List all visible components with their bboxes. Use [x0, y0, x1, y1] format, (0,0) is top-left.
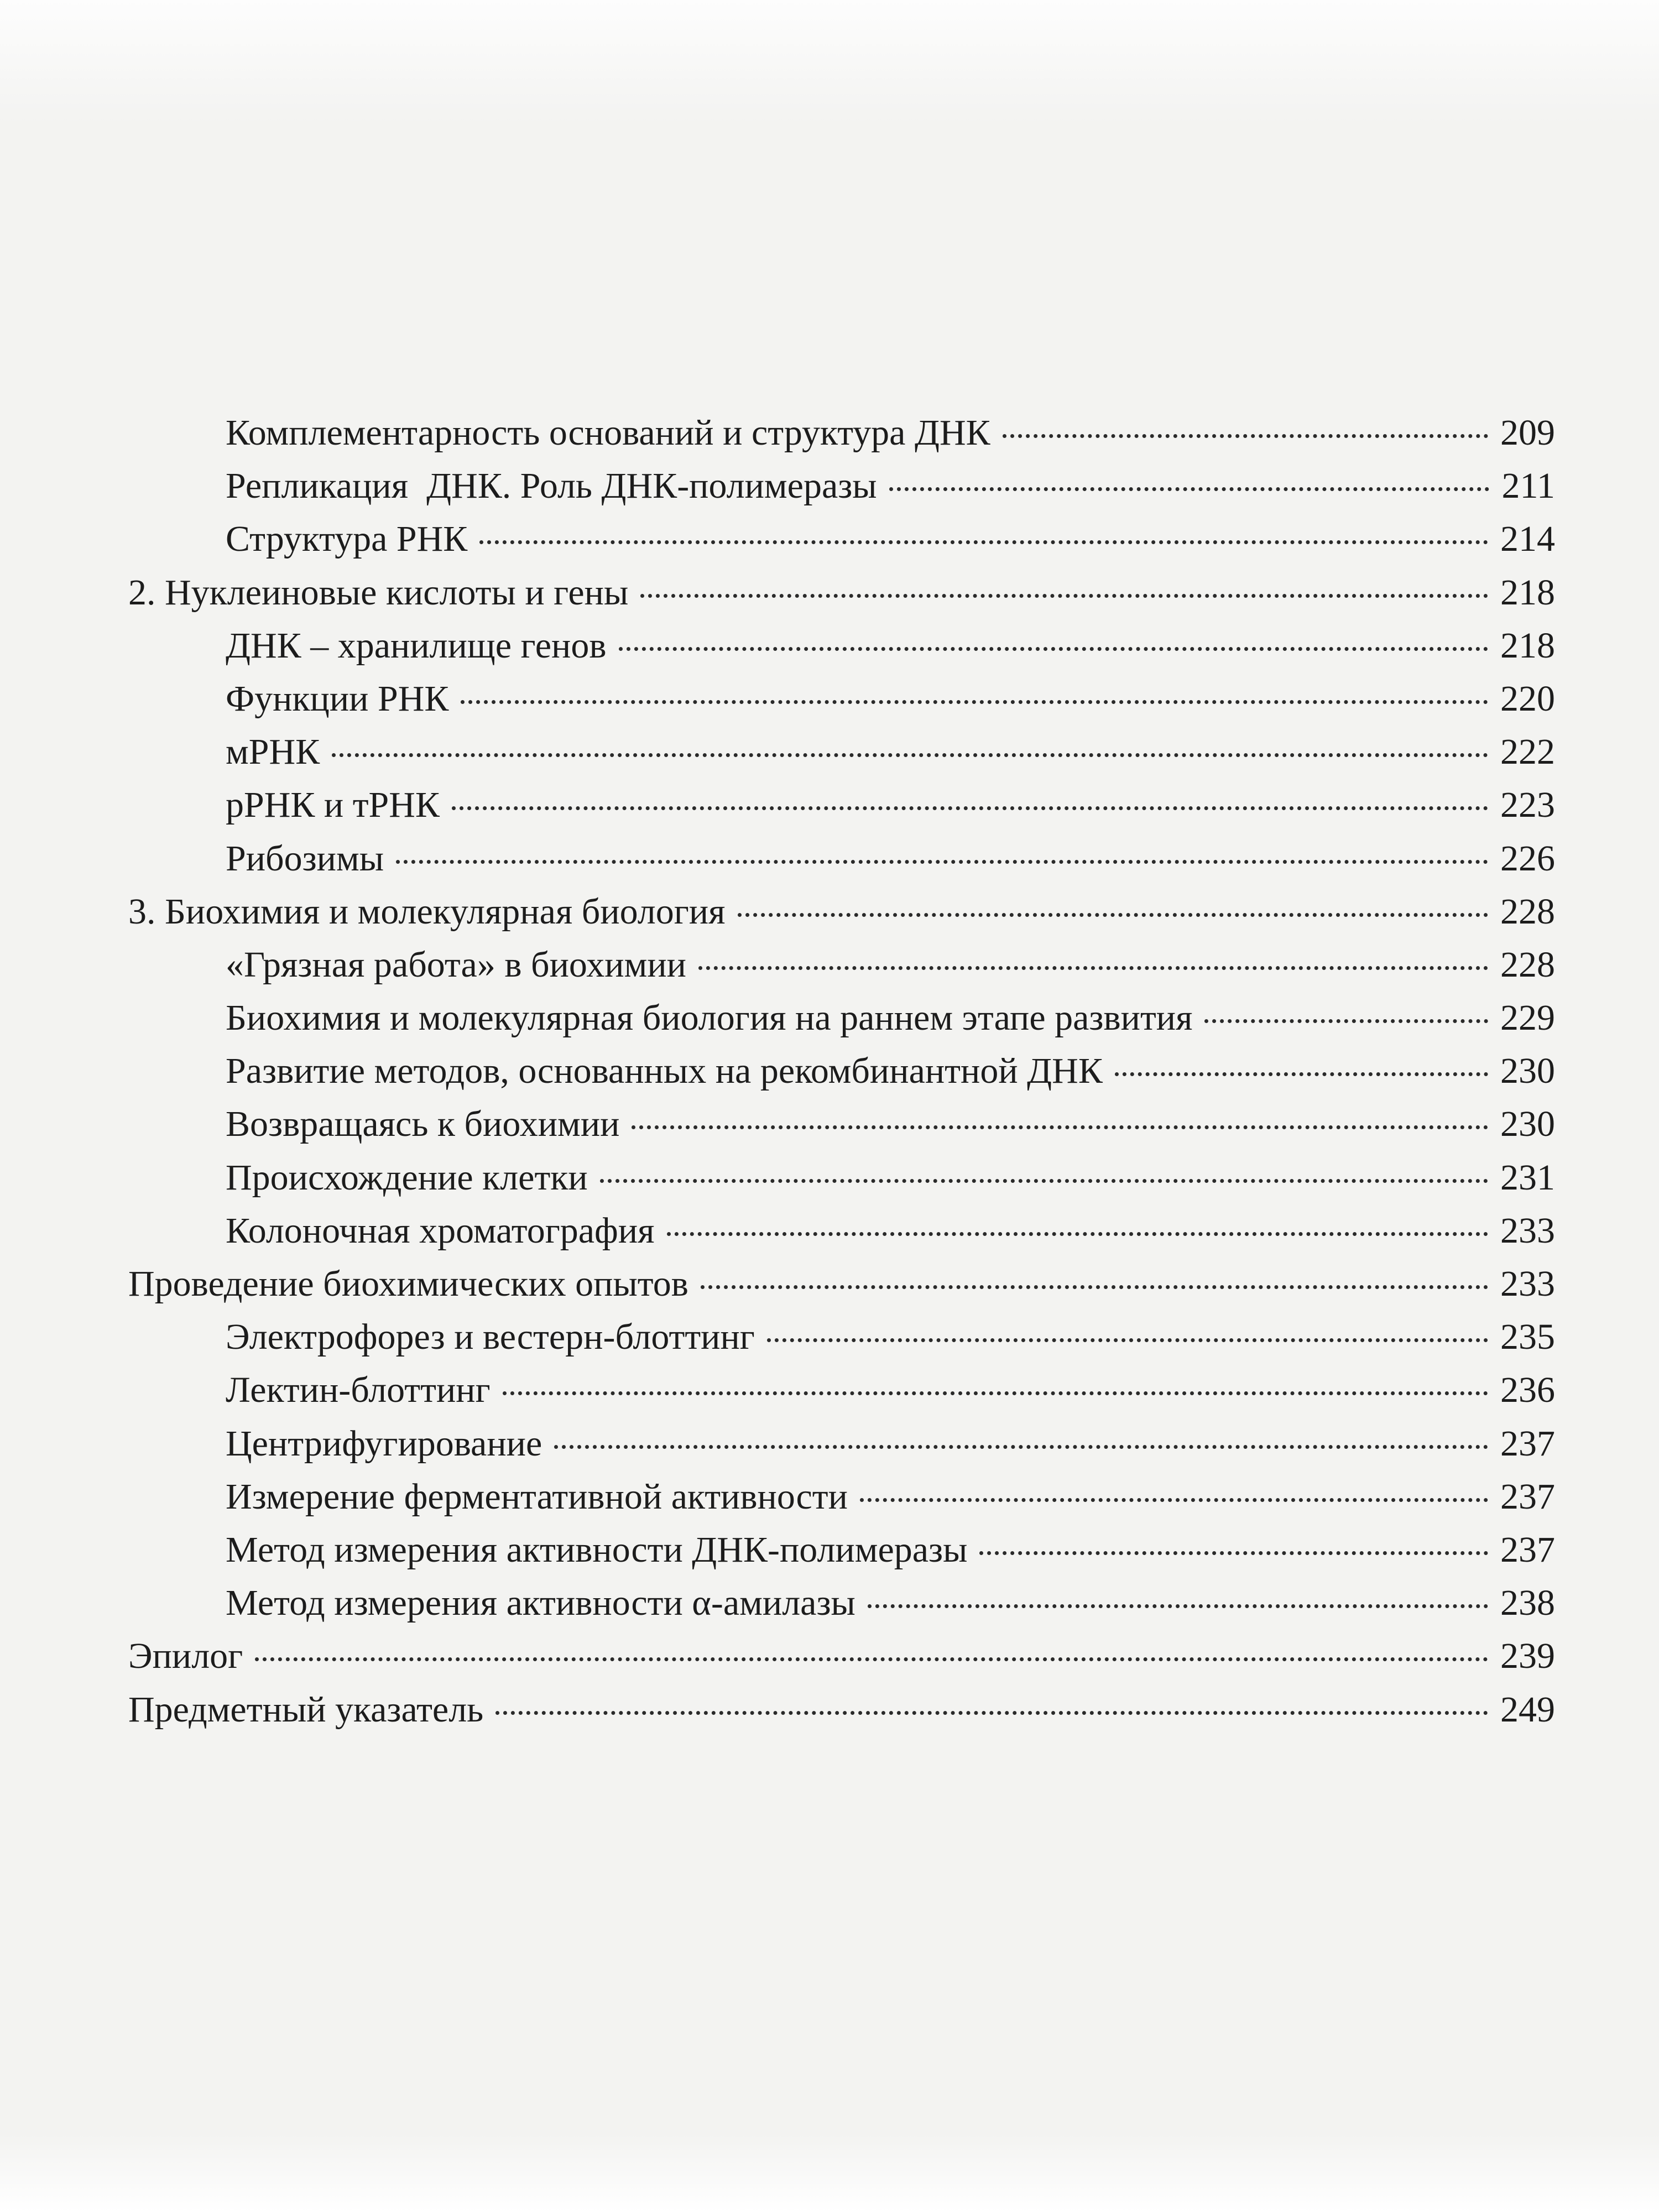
toc-page-number: 230	[1500, 1051, 1555, 1092]
toc-entry	[128, 779, 1555, 832]
toc-page-number: 218	[1500, 625, 1555, 666]
toc-title: Электрофорез и вестерн-блоттинг	[226, 1317, 755, 1358]
dot-leader	[495, 1711, 1488, 1715]
dot-leader	[396, 860, 1488, 864]
dot-leader	[479, 540, 1488, 544]
toc-title: Проведение биохимических опытов	[128, 1264, 688, 1304]
toc-page-number: 236	[1500, 1370, 1555, 1411]
toc-entry	[128, 1311, 1555, 1364]
toc-entry	[128, 619, 1555, 672]
dot-leader	[667, 1232, 1489, 1236]
toc-title: 2. Нуклеиновые кислоты и гены	[128, 572, 629, 613]
toc-entry	[128, 566, 1555, 619]
toc-title: мРНК	[226, 732, 320, 773]
toc-entry	[128, 672, 1555, 726]
toc-entry	[128, 1045, 1555, 1098]
dot-leader	[255, 1657, 1488, 1661]
dot-leader	[600, 1179, 1488, 1183]
toc-entry	[128, 1683, 1555, 1736]
toc-title: рРНК и тРНК	[226, 785, 440, 826]
toc-title: Функции РНК	[226, 678, 449, 719]
dot-leader	[1204, 1019, 1488, 1023]
toc-title: Комплементарность оснований и структура ДНК	[226, 413, 990, 453]
dot-leader	[1115, 1072, 1488, 1076]
dot-leader	[860, 1498, 1488, 1502]
toc-entry	[128, 1630, 1555, 1683]
dot-leader	[640, 594, 1488, 598]
toc-title: Происхождение клетки	[226, 1157, 588, 1198]
toc-title: Центрифугирование	[226, 1423, 542, 1464]
toc-page-number: 223	[1500, 785, 1555, 826]
toc-title: Биохимия и молекулярная биология на раннем этапе развития	[226, 998, 1193, 1039]
toc-entry	[128, 1258, 1555, 1311]
page-bottom-edge	[0, 2135, 1659, 2212]
toc-page-number: 209	[1500, 413, 1555, 453]
toc-page-number: 235	[1500, 1317, 1555, 1358]
toc-entry	[128, 885, 1555, 938]
toc-title: Рибозимы	[226, 838, 384, 879]
toc-page-number: 230	[1500, 1104, 1555, 1145]
toc-entry	[128, 1524, 1555, 1577]
toc-page-number: 238	[1500, 1583, 1555, 1624]
toc-entry	[128, 832, 1555, 885]
toc-entry	[128, 1098, 1555, 1151]
toc-page-number: 237	[1500, 1529, 1555, 1570]
toc-title: Предметный указатель	[128, 1689, 484, 1730]
toc-title: Измерение ферментативной активности	[226, 1476, 848, 1517]
toc-title: Возвращаясь к биохимии	[226, 1104, 620, 1145]
toc-title: ДНК – хранилище генов	[226, 625, 607, 666]
toc-entry	[128, 1364, 1555, 1417]
toc-title: Метод измерения активности α-амилазы	[226, 1583, 855, 1624]
dot-leader	[738, 913, 1489, 917]
toc-title: Метод измерения активности ДНК-полимеразы	[226, 1529, 968, 1570]
toc-title: Эпилог	[128, 1636, 243, 1677]
dot-leader	[332, 753, 1488, 757]
toc-page-number: 231	[1500, 1157, 1555, 1198]
dot-leader	[767, 1338, 1488, 1342]
toc-entry	[128, 406, 1555, 460]
toc-page-number: 249	[1500, 1689, 1555, 1730]
toc-page-number: 233	[1500, 1264, 1555, 1304]
dot-leader	[889, 487, 1490, 491]
toc-entry	[128, 1204, 1555, 1258]
toc-page-number: 237	[1500, 1476, 1555, 1517]
toc-title: Репликация ДНК. Роль ДНК-полимеразы	[226, 466, 877, 507]
toc-page-number: 233	[1500, 1210, 1555, 1251]
dot-leader	[554, 1445, 1488, 1449]
toc-entry	[128, 1470, 1555, 1524]
dot-leader	[619, 647, 1489, 651]
toc-page-number: 237	[1500, 1423, 1555, 1464]
toc-page-number: 220	[1500, 678, 1555, 719]
toc-entry	[128, 1577, 1555, 1630]
toc-page-number: 228	[1500, 944, 1555, 985]
toc-entry	[128, 513, 1555, 566]
toc-title: «Грязная работа» в биохимии	[226, 944, 686, 985]
toc-title: Лектин-блоттинг	[226, 1370, 491, 1411]
toc-page-number: 226	[1500, 838, 1555, 879]
dot-leader	[503, 1391, 1488, 1395]
dot-leader	[1003, 434, 1488, 438]
dot-leader	[979, 1551, 1488, 1555]
toc-page-number: 211	[1501, 466, 1555, 507]
toc-entry	[128, 460, 1555, 513]
dot-leader	[461, 700, 1488, 704]
toc-page-number: 229	[1500, 998, 1555, 1039]
toc-entry	[128, 1151, 1555, 1204]
toc-page-number: 218	[1500, 572, 1555, 613]
dot-leader	[701, 1285, 1488, 1289]
dot-leader	[868, 1604, 1488, 1608]
toc-title: Колоночная хроматография	[226, 1210, 655, 1251]
toc-page-number: 228	[1500, 891, 1555, 932]
toc-entry	[128, 1417, 1555, 1470]
dot-leader	[452, 806, 1488, 810]
toc-entry	[128, 938, 1555, 992]
dot-leader	[632, 1125, 1488, 1129]
toc-entry	[128, 726, 1555, 779]
toc-entry	[128, 992, 1555, 1045]
table-of-contents	[128, 406, 1555, 1736]
toc-page-number: 239	[1500, 1636, 1555, 1677]
dot-leader	[698, 966, 1488, 970]
toc-title: 3. Биохимия и молекулярная биология	[128, 891, 726, 932]
toc-title: Структура РНК	[226, 519, 468, 560]
toc-page-number: 222	[1500, 732, 1555, 773]
toc-page-number: 214	[1500, 519, 1555, 560]
toc-title: Развитие методов, основанных на рекомбинантной ДНК	[226, 1051, 1103, 1092]
